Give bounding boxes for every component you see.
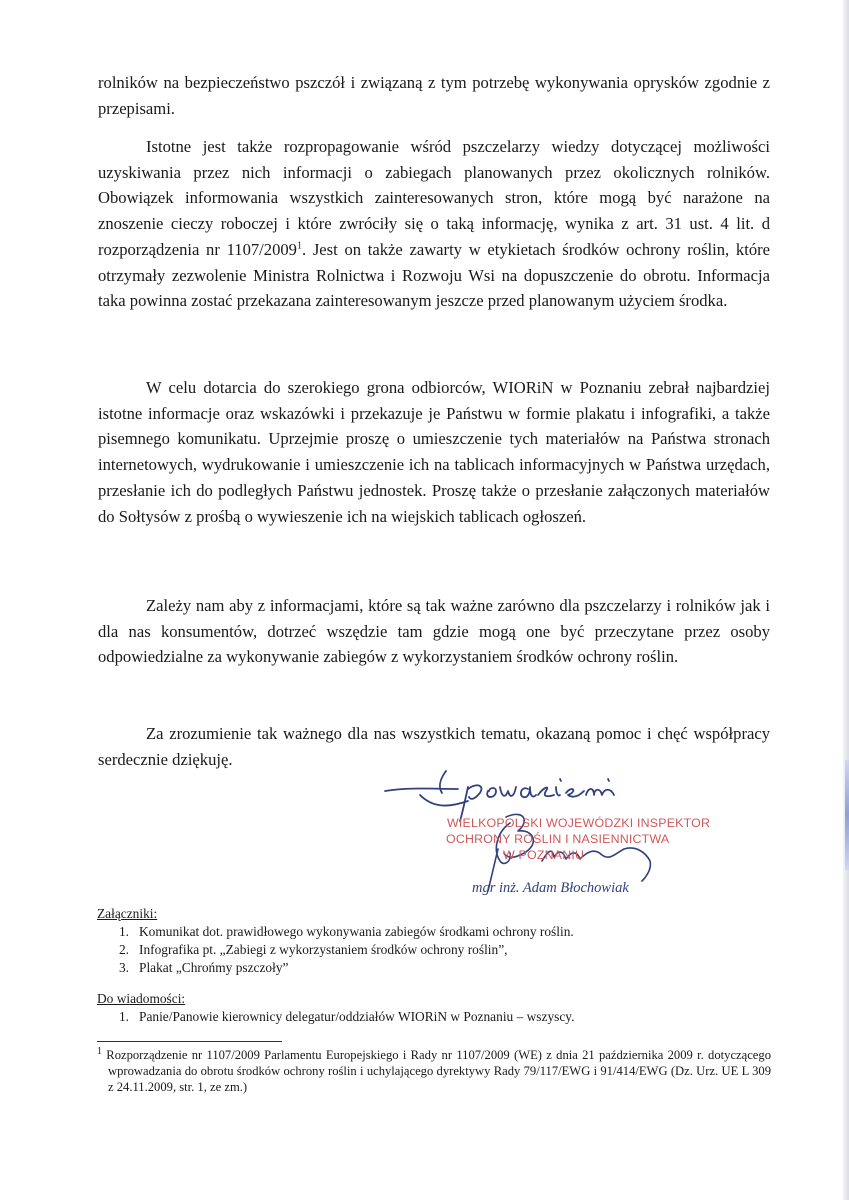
list-item-number: 2. xyxy=(118,942,129,957)
paragraph-continuation: rolników na bezpieczeństwo pszczół i związaną z tym potrzebę wykonywania oprysków zgodnie z przepisami. xyxy=(98,73,770,118)
list-item xyxy=(97,923,574,941)
paragraph-pszczelarze-info-text: Istotne jest także rozpropagowanie wśród pszczelarzy wiedzy dotyczącej możliwości uzyskiwania przez nich informacji o zabiegach planowanych przez okolicznych rolników. Obowiązek informowania wszystkich zainteresowanych stron, które mogą być narażone na znoszenie cieczy roboczej i które zwróciły się o taką informację, wynika z art. 31 ust. 4 lit. d rozporządzenia nr 1107/2009 xyxy=(98,137,770,259)
list-item-text: Infografika pt. „Zabiegi z wykorzystaniem środków ochrony roślin”, xyxy=(139,942,508,957)
footnote-body xyxy=(97,1047,771,1096)
list-item-number: 3. xyxy=(118,960,129,975)
page-edge xyxy=(843,0,849,1200)
stamp-line-city: W POZNANIU xyxy=(503,848,585,862)
list-item xyxy=(97,959,574,977)
paragraph-pszczelarze-info-tail: . Jest on także zawarty w etykietach środków ochrony roślin, które otrzymały zezwolenie Ministra Rolnictwa i Rozwoju Wsi na dopuszczenie do obrotu. Informacja taka powinna zostać przekazana zainteresowanym jeszcze przed planowanym użyciem środka. xyxy=(98,239,771,311)
list-item xyxy=(97,941,574,959)
list-item xyxy=(97,1008,574,1026)
list-item-number: 1. xyxy=(118,924,129,939)
signer-name: mgr inż. Adam Błochowiak xyxy=(472,880,629,896)
signature-block xyxy=(380,765,711,900)
attachments-heading: Załączniki: xyxy=(97,906,158,921)
page-edge-accent xyxy=(845,760,849,870)
notice-heading: Do wiadomości: xyxy=(97,991,186,1006)
attachments-list xyxy=(97,923,574,977)
list-item-number: 1. xyxy=(118,1009,129,1024)
footnote-divider xyxy=(97,1041,282,1042)
footnote-marker: 1 xyxy=(97,1045,102,1057)
paragraph-pszczelarze-info xyxy=(98,134,770,314)
paragraph-thanks: Za zrozumienie tak ważnego dla nas wszystkich tematu, okazaną pomoc i chęć współpracy serdecznie dziękuję. xyxy=(98,724,770,769)
footnote-reference[interactable]: 1 xyxy=(296,240,302,252)
stamp-line-department: OCHRONY ROŚLIN I NASIENNICTWA xyxy=(446,832,670,846)
paragraph-reach: Zależy nam aby z informacjami, które są tak ważne zarówno dla pszczelarzy i rolników jak i dla nas konsumentów, dotrzeć wszędzie tam gdzie mogą one być przeczytane przez osoby odpowiedzialne za wykonywanie zabiegów z wykorzystaniem środków ochrony roślin. xyxy=(98,596,770,667)
attachments-section xyxy=(97,905,574,977)
footnote-text: Rozporządzenie nr 1107/2009 Parlamentu Europejskiego i Rady nr 1107/2009 (WE) z dnia 21 października 2009 r. dotyczącego wprowadzania do obrotu środków ochrony roślin i uchylającego dyrektywy Rady 79/117/EWG i 91/414/EWG (Dz. Urz. UE L 309 z 24.11.2009, str. 1, ze zm.) xyxy=(106,1048,771,1095)
paragraph-materials-request: W celu dotarcia do szerokiego grona odbiorców, WIORiN w Poznaniu zebrał najbardziej istotne informacje oraz wskazówki i przekazuje je Państwu w formie plakatu i infografiki, a także pisemnego komunikatu. Uprzejmie proszę o umieszczenie tych materiałów na Państwa stronach internetowych, wydrukowanie i umieszczenie ich na tablicach informacyjnych w Państwa urzędach, przesłanie ich do podległych Państwu jednostek. Proszę także o przesłanie załączonych materiałów do Sołtysów z prośbą o wywieszenie ich na wiejskich tablicach ogłoszeń. xyxy=(98,378,770,526)
footnote xyxy=(97,1047,771,1096)
list-item-text: Komunikat dot. prawidłowego wykonywania zabiegów środkami ochrony roślin. xyxy=(139,924,574,939)
notice-section xyxy=(97,990,574,1026)
list-item-text: Plakat „Chrońmy pszczoły” xyxy=(139,960,289,975)
notice-list xyxy=(97,1008,574,1026)
stamp-line-institution: WIELKOPOLSKI WOJEWÓDZKI INSPEKTOR xyxy=(447,816,711,830)
list-item-text: Panie/Panowie kierownicy delegatur/oddziałów WIORiN w Poznaniu – wszyscy. xyxy=(139,1009,575,1024)
